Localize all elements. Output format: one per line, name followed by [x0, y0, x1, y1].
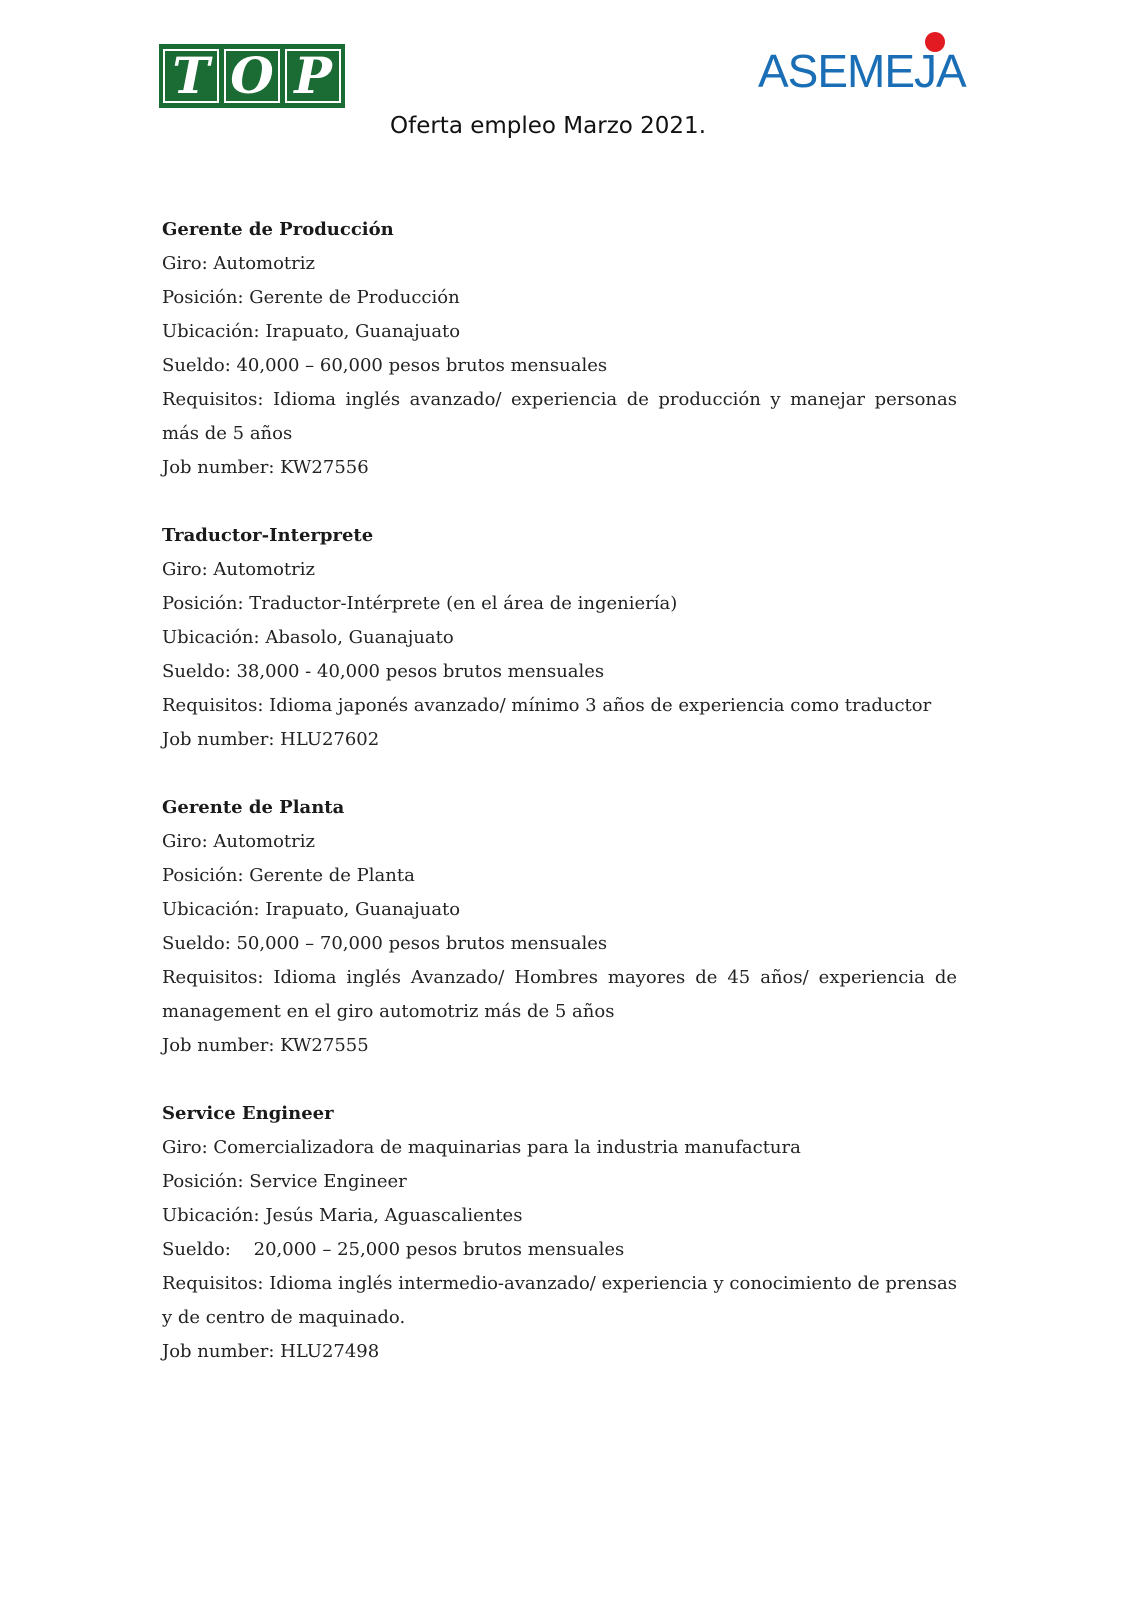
- job-ubicacion: Ubicación: Jesús Maria, Aguascalientes: [162, 1205, 523, 1226]
- asemeja-logo: [758, 26, 973, 110]
- job-title: Gerente de Planta: [162, 797, 345, 818]
- job-title: Gerente de Producción: [162, 219, 394, 240]
- job-requisitos: Requisitos: Idioma japonés avanzado/ mínimo 3 años de experiencia como traductor: [162, 695, 932, 716]
- job-sueldo: Sueldo: 20,000 – 25,000 pesos brutos mensuales: [162, 1239, 625, 1260]
- job-posicion: Posición: Traductor-Intérprete (en el área de ingeniería): [162, 593, 678, 614]
- job-listing: [162, 1097, 957, 1369]
- job-listing: [162, 213, 957, 485]
- job-listing: [162, 791, 957, 1063]
- document-title: Oferta empleo Marzo 2021.: [390, 113, 707, 139]
- top-logo-letter: O: [224, 49, 280, 103]
- job-ubicacion: Ubicación: Irapuato, Guanajuato: [162, 899, 461, 920]
- job-requisitos: Requisitos: Idioma inglés intermedio-avanzado/ experiencia y conocimiento de prensas y de centro de maquinado.: [162, 1273, 957, 1328]
- job-number: Job number: KW27555: [162, 1035, 369, 1056]
- job-title: Traductor-Interprete: [162, 525, 374, 546]
- job-ubicacion: Ubicación: Abasolo, Guanajuato: [162, 627, 454, 648]
- top-logo-letter: T: [163, 49, 219, 103]
- top-logo-letter: P: [285, 49, 341, 103]
- job-listing: [162, 519, 957, 757]
- asemeja-logo-text: ASEMEJA: [758, 45, 966, 97]
- job-list: [162, 213, 957, 1403]
- job-giro: Giro: Automotriz: [162, 559, 316, 580]
- top-logo: [159, 44, 345, 108]
- job-number: Job number: KW27556: [162, 457, 369, 478]
- job-requisitos: Requisitos: Idioma inglés Avanzado/ Hombres mayores de 45 años/ experiencia de management en el giro automotriz más de 5 años: [162, 967, 957, 1022]
- job-number: Job number: HLU27602: [162, 729, 380, 750]
- job-posicion: Posición: Gerente de Producción: [162, 287, 460, 308]
- job-giro: Giro: Automotriz: [162, 253, 316, 274]
- job-requisitos: Requisitos: Idioma inglés avanzado/ experiencia de producción y manejar personas más de 5 años: [162, 389, 957, 444]
- job-number: Job number: HLU27498: [162, 1341, 380, 1362]
- job-giro: Giro: Comercializadora de maquinarias para la industria manufactura: [162, 1137, 801, 1158]
- job-giro: Giro: Automotriz: [162, 831, 316, 852]
- job-sueldo: Sueldo: 38,000 - 40,000 pesos brutos mensuales: [162, 661, 605, 682]
- job-sueldo: Sueldo: 50,000 – 70,000 pesos brutos mensuales: [162, 933, 608, 954]
- job-posicion: Posición: Service Engineer: [162, 1171, 407, 1192]
- job-ubicacion: Ubicación: Irapuato, Guanajuato: [162, 321, 461, 342]
- job-posicion: Posición: Gerente de Planta: [162, 865, 415, 886]
- job-title: Service Engineer: [162, 1103, 334, 1124]
- job-sueldo: Sueldo: 40,000 – 60,000 pesos brutos mensuales: [162, 355, 608, 376]
